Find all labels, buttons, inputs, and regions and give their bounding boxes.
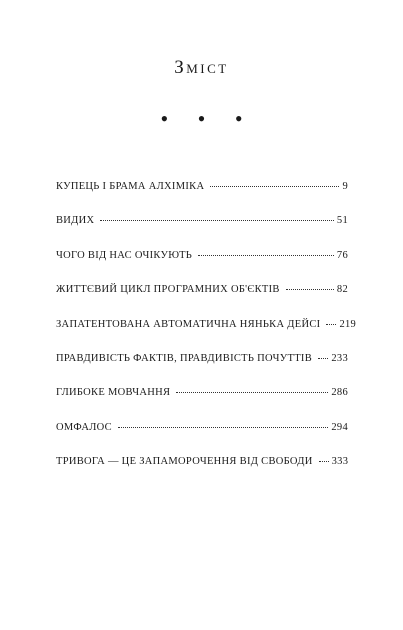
- toc-entry[interactable]: [56, 387, 348, 421]
- toc-entry-page: 233: [331, 352, 348, 364]
- toc-dot-leader: [326, 324, 336, 325]
- toc-entry-page: 294: [331, 421, 348, 433]
- page-title: Зміст: [174, 57, 229, 78]
- toc-entry[interactable]: [56, 353, 348, 387]
- toc-dot-leader: [198, 255, 334, 256]
- ornament-dots: • • •: [160, 106, 255, 131]
- toc-entry-title: ПРАВДИВІСТЬ ФАКТІВ, ПРАВДИВІСТЬ ПОЧУТТІВ: [56, 352, 313, 364]
- toc-entry-page: 333: [331, 456, 349, 468]
- toc-entry-title: ЖИТТЄВИЙ ЦИКЛ ПРОГРАМНИХ ОБ'ЄКТІВ: [56, 284, 280, 296]
- toc-entry-title: ЧОГО ВІД НАС ОЧІКУЮТЬ: [56, 249, 193, 261]
- toc-entry[interactable]: [56, 422, 348, 456]
- toc-entry[interactable]: [56, 318, 357, 353]
- toc-entry[interactable]: [56, 181, 348, 215]
- toc-entry-title: КУПЕЦЬ І БРАМА АЛХІМІКА: [56, 181, 205, 192]
- table-of-contents: [56, 181, 357, 491]
- toc-dot-leader: [100, 220, 333, 221]
- toc-entry-title: ВИДИХ: [56, 215, 95, 227]
- toc-entry-title: ТРИВОГА — ЦЕ ЗАПАМОРОЧЕННЯ ВІД СВОБОДИ: [56, 456, 313, 468]
- toc-entry-page: 76: [336, 249, 348, 261]
- toc-entry-page: 82: [336, 284, 348, 296]
- toc-entry[interactable]: [56, 456, 348, 490]
- toc-entry[interactable]: [56, 250, 348, 284]
- toc-entry-page: 219: [339, 318, 357, 330]
- toc-entry[interactable]: [56, 284, 348, 318]
- toc-entry[interactable]: [56, 215, 348, 249]
- toc-dot-leader: [319, 461, 329, 462]
- toc-entry-page: 286: [331, 387, 348, 399]
- toc-dot-leader: [176, 392, 328, 393]
- toc-dot-leader: [318, 358, 328, 359]
- toc-entry-title: ГЛИБОКЕ МОВЧАННЯ: [56, 387, 171, 399]
- toc-entry-title: ОМФАЛОС: [56, 421, 112, 433]
- toc-dot-leader: [210, 186, 339, 187]
- toc-entry-page: 9: [342, 181, 348, 192]
- toc-entry-page: 51: [336, 215, 348, 227]
- toc-dot-leader: [118, 427, 328, 428]
- toc-dot-leader: [286, 289, 334, 290]
- toc-entry-title: ЗАПАТЕНТОВАНА АВТОМАТИЧНА НЯНЬКА ДЕЙСІ: [56, 318, 321, 330]
